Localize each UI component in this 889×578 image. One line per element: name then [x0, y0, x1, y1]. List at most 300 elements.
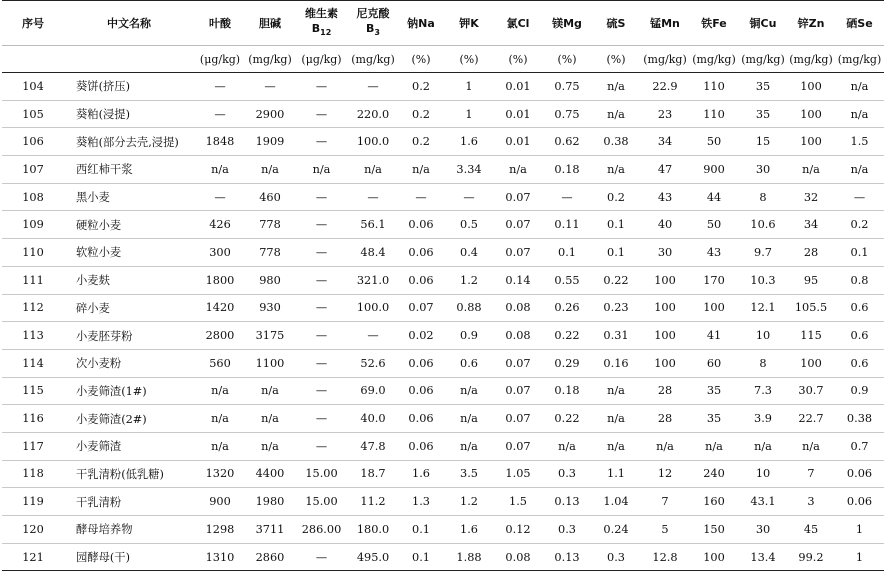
table-cell: 0.07 — [493, 432, 543, 460]
table-cell: 1980 — [246, 488, 294, 516]
table-cell: — — [294, 100, 349, 128]
table-cell: 0.06 — [397, 405, 445, 433]
table-row — [2, 128, 884, 156]
row-number: 111 — [2, 266, 64, 294]
feed-name: 酵母培养物 — [64, 516, 194, 544]
table-cell: 0.55 — [543, 266, 591, 294]
table-cell: 0.02 — [397, 322, 445, 350]
table-cell: 30 — [739, 156, 787, 184]
table-cell: 460 — [246, 183, 294, 211]
table-cell: n/a — [689, 432, 739, 460]
row-number: 106 — [2, 128, 64, 156]
table-cell: 980 — [246, 266, 294, 294]
table-cell: 3.34 — [445, 156, 493, 184]
table-cell: 0.16 — [591, 349, 641, 377]
feed-name: 小麦麸 — [64, 266, 194, 294]
table-cell: 1.2 — [445, 488, 493, 516]
column-unit: (mg/kg) — [739, 46, 787, 73]
feed-name: 干乳清粉 — [64, 488, 194, 516]
table-cell: 100 — [787, 128, 835, 156]
table-body — [2, 73, 884, 571]
table-cell: n/a — [835, 100, 884, 128]
table-cell: 1298 — [194, 516, 246, 544]
column-unit: (mg/kg) — [787, 46, 835, 73]
table-cell: n/a — [445, 405, 493, 433]
table-cell: 100 — [641, 322, 689, 350]
table-cell: n/a — [194, 377, 246, 405]
table-cell: 15.00 — [294, 488, 349, 516]
table-cell: 0.75 — [543, 100, 591, 128]
table-cell: 1 — [445, 73, 493, 101]
table-cell: — — [294, 183, 349, 211]
table-cell: 0.5 — [445, 211, 493, 239]
table-cell: 900 — [194, 488, 246, 516]
table-cell: 778 — [246, 239, 294, 267]
table-cell: 10.3 — [739, 266, 787, 294]
table-cell: n/a — [835, 156, 884, 184]
row-number: 117 — [2, 432, 64, 460]
table-cell: 44 — [689, 183, 739, 211]
table-cell: 3.5 — [445, 460, 493, 488]
table-cell: 1.5 — [835, 128, 884, 156]
column-unit: (mg/kg) — [246, 46, 294, 73]
table-cell: 0.88 — [445, 294, 493, 322]
table-cell: 8 — [739, 183, 787, 211]
table-cell: 34 — [787, 211, 835, 239]
table-cell: 7.3 — [739, 377, 787, 405]
column-unit: (μg/kg) — [194, 46, 246, 73]
table-cell: — — [294, 239, 349, 267]
column-header: 尼克酸 $B_3$ — [349, 1, 397, 46]
table-cell: 0.11 — [543, 211, 591, 239]
table-cell: n/a — [543, 432, 591, 460]
table-cell: — — [294, 211, 349, 239]
column-unit — [2, 46, 64, 73]
table-cell: 0.9 — [835, 377, 884, 405]
table-cell: 0.13 — [543, 488, 591, 516]
table-row — [2, 488, 884, 516]
feed-name: 干乳清粉(低乳糖) — [64, 460, 194, 488]
column-unit: (mg/kg) — [349, 46, 397, 73]
table-cell: 1800 — [194, 266, 246, 294]
table-cell: 7 — [787, 460, 835, 488]
table-cell: 0.14 — [493, 266, 543, 294]
table-cell: n/a — [246, 432, 294, 460]
table-cell: 8 — [739, 349, 787, 377]
table-cell: 45 — [787, 516, 835, 544]
column-unit: (%) — [543, 46, 591, 73]
table-cell: 0.1 — [835, 239, 884, 267]
column-unit: (%) — [445, 46, 493, 73]
table-cell: — — [194, 183, 246, 211]
column-unit: (μg/kg) — [294, 46, 349, 73]
table-cell: 160 — [689, 488, 739, 516]
feed-name: 葵粕(部分去壳,浸提) — [64, 128, 194, 156]
row-number: 119 — [2, 488, 64, 516]
table-row — [2, 239, 884, 267]
column-header: 硒Se — [835, 1, 884, 46]
table-cell: 0.23 — [591, 294, 641, 322]
row-number: 120 — [2, 516, 64, 544]
feed-name: 小麦胚芽粉 — [64, 322, 194, 350]
table-cell: 1100 — [246, 349, 294, 377]
table-cell: 99.2 — [787, 543, 835, 571]
table-cell: 1 — [835, 516, 884, 544]
feed-name: 西红柿干浆 — [64, 156, 194, 184]
table-cell: 0.22 — [543, 322, 591, 350]
table-cell: 15.00 — [294, 460, 349, 488]
table-cell: 22.9 — [641, 73, 689, 101]
table-cell: 321.0 — [349, 266, 397, 294]
table-row — [2, 73, 884, 101]
feed-name: 葵粕(浸提) — [64, 100, 194, 128]
column-header: 铜Cu — [739, 1, 787, 46]
table-row — [2, 377, 884, 405]
table-cell: 0.07 — [397, 294, 445, 322]
table-cell: 110 — [689, 73, 739, 101]
table-cell: 9.7 — [739, 239, 787, 267]
table-cell: 0.07 — [493, 239, 543, 267]
table-cell: — — [349, 322, 397, 350]
table-cell: n/a — [445, 377, 493, 405]
table-cell: n/a — [194, 405, 246, 433]
table-cell: 0.3 — [543, 516, 591, 544]
table-cell: 35 — [739, 100, 787, 128]
table-cell: 10 — [739, 322, 787, 350]
row-number: 113 — [2, 322, 64, 350]
feed-name: 黑小麦 — [64, 183, 194, 211]
table-cell: 0.2 — [397, 128, 445, 156]
feed-name: 小麦筛渣 — [64, 432, 194, 460]
table-cell: 35 — [739, 73, 787, 101]
table-cell: 56.1 — [349, 211, 397, 239]
column-header: 维生素 $B_{12}$ — [294, 1, 349, 46]
table-cell: 0.18 — [543, 156, 591, 184]
table-row — [2, 294, 884, 322]
column-unit: (%) — [591, 46, 641, 73]
table-cell: 1909 — [246, 128, 294, 156]
table-cell: — — [349, 73, 397, 101]
table-cell: n/a — [246, 156, 294, 184]
table-cell: 0.07 — [493, 183, 543, 211]
table-cell: 28 — [641, 377, 689, 405]
table-cell: 12.8 — [641, 543, 689, 571]
table-cell: — — [349, 183, 397, 211]
table-cell: 105.5 — [787, 294, 835, 322]
table-cell: 47 — [641, 156, 689, 184]
table-cell: 50 — [689, 211, 739, 239]
column-header: 钾K — [445, 1, 493, 46]
table-cell: 11.2 — [349, 488, 397, 516]
table-cell: 0.06 — [397, 211, 445, 239]
table-cell: 60 — [689, 349, 739, 377]
table-cell: 48.4 — [349, 239, 397, 267]
table-cell: 0.06 — [397, 349, 445, 377]
table-cell: 100 — [689, 294, 739, 322]
unit-row — [2, 46, 884, 73]
table-cell: 0.07 — [493, 211, 543, 239]
feed-name: 硬粒小麦 — [64, 211, 194, 239]
table-cell: 110 — [689, 100, 739, 128]
row-number: 108 — [2, 183, 64, 211]
feed-name: 次小麦粉 — [64, 349, 194, 377]
table-row — [2, 266, 884, 294]
table-cell: 0.06 — [397, 266, 445, 294]
column-header: 序号 — [2, 1, 64, 46]
table-cell: 0.7 — [835, 432, 884, 460]
table-cell: 0.08 — [493, 294, 543, 322]
row-number: 107 — [2, 156, 64, 184]
table-cell: 0.2 — [397, 100, 445, 128]
column-header: 铁Fe — [689, 1, 739, 46]
row-number: 112 — [2, 294, 64, 322]
table-cell: — — [294, 73, 349, 101]
table-cell: — — [294, 128, 349, 156]
table-cell: 300 — [194, 239, 246, 267]
table-cell: 0.06 — [397, 432, 445, 460]
table-cell: — — [445, 183, 493, 211]
column-unit: (mg/kg) — [835, 46, 884, 73]
table-cell: 0.1 — [397, 516, 445, 544]
table-cell: 1848 — [194, 128, 246, 156]
table-cell: 43.1 — [739, 488, 787, 516]
table-cell: 0.22 — [591, 266, 641, 294]
table-cell: 100 — [641, 266, 689, 294]
table-cell: 0.29 — [543, 349, 591, 377]
table-cell: 1.5 — [493, 488, 543, 516]
table-cell: 30 — [641, 239, 689, 267]
table-cell: 0.3 — [591, 543, 641, 571]
table-cell: n/a — [591, 405, 641, 433]
feed-name: 葵饼(挤压) — [64, 73, 194, 101]
table-cell: — — [294, 349, 349, 377]
table-cell: 3711 — [246, 516, 294, 544]
table-row — [2, 543, 884, 571]
table-cell: 52.6 — [349, 349, 397, 377]
table-cell: 1.88 — [445, 543, 493, 571]
table-cell: n/a — [591, 156, 641, 184]
column-unit: (mg/kg) — [689, 46, 739, 73]
table-cell: 0.2 — [591, 183, 641, 211]
table-row — [2, 405, 884, 433]
table-cell: n/a — [591, 377, 641, 405]
table-cell: 7 — [641, 488, 689, 516]
table-cell: 5 — [641, 516, 689, 544]
table-cell: 0.31 — [591, 322, 641, 350]
table-cell: 100.0 — [349, 128, 397, 156]
table-cell: 240 — [689, 460, 739, 488]
table-cell: 1.1 — [591, 460, 641, 488]
table-cell: 0.6 — [835, 322, 884, 350]
table-cell: 69.0 — [349, 377, 397, 405]
row-number: 105 — [2, 100, 64, 128]
table-cell: 32 — [787, 183, 835, 211]
table-row — [2, 156, 884, 184]
table-cell: 100 — [787, 73, 835, 101]
table-cell: 0.2 — [397, 73, 445, 101]
table-row — [2, 460, 884, 488]
feed-name: 碎小麦 — [64, 294, 194, 322]
table-cell: n/a — [294, 156, 349, 184]
column-header: 钠Na — [397, 1, 445, 46]
table-cell: 0.22 — [543, 405, 591, 433]
table-cell: 0.6 — [445, 349, 493, 377]
table-cell: 0.07 — [493, 349, 543, 377]
table-cell: 900 — [689, 156, 739, 184]
column-header: 叶酸 — [194, 1, 246, 46]
table-cell: n/a — [493, 156, 543, 184]
table-cell: 1320 — [194, 460, 246, 488]
table-cell: 28 — [787, 239, 835, 267]
table-cell: — — [294, 322, 349, 350]
table-cell: 100 — [641, 349, 689, 377]
table-cell: 28 — [641, 405, 689, 433]
table-cell: — — [835, 183, 884, 211]
column-header: 中文名称 — [64, 1, 194, 46]
table-cell: 13.4 — [739, 543, 787, 571]
table-cell: 0.07 — [493, 405, 543, 433]
row-number: 115 — [2, 377, 64, 405]
table-cell: 0.38 — [591, 128, 641, 156]
table-cell: 1.2 — [445, 266, 493, 294]
table-cell: 170 — [689, 266, 739, 294]
table-cell: 220.0 — [349, 100, 397, 128]
table-cell: 95 — [787, 266, 835, 294]
nutrient-table — [2, 0, 884, 571]
table-cell: 47.8 — [349, 432, 397, 460]
table-cell: n/a — [591, 100, 641, 128]
table-cell: 426 — [194, 211, 246, 239]
column-unit: (%) — [397, 46, 445, 73]
table-cell: 1310 — [194, 543, 246, 571]
row-number: 110 — [2, 239, 64, 267]
column-unit: (%) — [493, 46, 543, 73]
column-header: 镁Mg — [543, 1, 591, 46]
table-cell: 930 — [246, 294, 294, 322]
feed-name: 小麦筛渣(1#) — [64, 377, 194, 405]
table-row — [2, 432, 884, 460]
row-number: 121 — [2, 543, 64, 571]
table-cell: 0.06 — [397, 239, 445, 267]
table-cell: 2900 — [246, 100, 294, 128]
table-cell: 115 — [787, 322, 835, 350]
table-cell: 43 — [689, 239, 739, 267]
table-row — [2, 516, 884, 544]
table-cell: n/a — [591, 73, 641, 101]
table-cell: 0.06 — [835, 460, 884, 488]
table-cell: n/a — [787, 432, 835, 460]
table-cell: n/a — [591, 432, 641, 460]
table-cell: — — [294, 377, 349, 405]
table-cell: 12.1 — [739, 294, 787, 322]
feed-name: 园酵母(干) — [64, 543, 194, 571]
table-cell: 41 — [689, 322, 739, 350]
table-cell: 50 — [689, 128, 739, 156]
table-cell: — — [294, 405, 349, 433]
table-cell: 0.01 — [493, 100, 543, 128]
table-cell: 0.1 — [543, 239, 591, 267]
table-cell: 35 — [689, 377, 739, 405]
table-cell: 35 — [689, 405, 739, 433]
table-cell: 30.7 — [787, 377, 835, 405]
table-cell: — — [246, 73, 294, 101]
table-cell: — — [294, 543, 349, 571]
table-cell: 30 — [739, 516, 787, 544]
table-cell: 0.08 — [493, 543, 543, 571]
table-row — [2, 211, 884, 239]
table-cell: 3175 — [246, 322, 294, 350]
column-header: 锰Mn — [641, 1, 689, 46]
nutrient-table-container — [2, 0, 884, 571]
table-cell: 2800 — [194, 322, 246, 350]
table-cell: n/a — [246, 377, 294, 405]
table-cell: 100 — [641, 294, 689, 322]
feed-name: 小麦筛渣(2#) — [64, 405, 194, 433]
table-row — [2, 349, 884, 377]
table-cell: 0.38 — [835, 405, 884, 433]
table-cell: 10.6 — [739, 211, 787, 239]
table-cell: 0.06 — [397, 377, 445, 405]
table-cell: n/a — [787, 156, 835, 184]
row-number: 118 — [2, 460, 64, 488]
feed-name: 软粒小麦 — [64, 239, 194, 267]
table-cell: — — [194, 73, 246, 101]
table-row — [2, 183, 884, 211]
table-cell: 1.6 — [445, 128, 493, 156]
table-cell: 0.24 — [591, 516, 641, 544]
table-cell: 1.05 — [493, 460, 543, 488]
table-cell: 40 — [641, 211, 689, 239]
table-cell: 0.2 — [835, 211, 884, 239]
table-cell: 3.9 — [739, 405, 787, 433]
table-cell: 12 — [641, 460, 689, 488]
table-cell: n/a — [445, 432, 493, 460]
column-header: 氯Cl — [493, 1, 543, 46]
table-cell: — — [194, 100, 246, 128]
table-cell: n/a — [641, 432, 689, 460]
table-cell: 0.08 — [493, 322, 543, 350]
table-cell: 40.0 — [349, 405, 397, 433]
table-row — [2, 100, 884, 128]
table-cell: n/a — [194, 156, 246, 184]
table-cell: 0.1 — [397, 543, 445, 571]
table-cell: 0.01 — [493, 73, 543, 101]
table-cell: 0.26 — [543, 294, 591, 322]
column-header: 锌Zn — [787, 1, 835, 46]
row-number: 104 — [2, 73, 64, 101]
table-cell: 1420 — [194, 294, 246, 322]
table-row — [2, 322, 884, 350]
table-cell: 10 — [739, 460, 787, 488]
table-cell: n/a — [835, 73, 884, 101]
table-cell: 0.62 — [543, 128, 591, 156]
table-cell: 0.06 — [835, 488, 884, 516]
table-cell: 0.18 — [543, 377, 591, 405]
table-cell: 2860 — [246, 543, 294, 571]
table-cell: 0.07 — [493, 377, 543, 405]
table-cell: 18.7 — [349, 460, 397, 488]
column-header: 胆碱 — [246, 1, 294, 46]
header-row — [2, 1, 884, 46]
row-number: 116 — [2, 405, 64, 433]
table-cell: 1 — [445, 100, 493, 128]
table-cell: 0.8 — [835, 266, 884, 294]
table-cell: 150 — [689, 516, 739, 544]
table-cell: n/a — [349, 156, 397, 184]
table-cell: 0.75 — [543, 73, 591, 101]
table-cell: 4400 — [246, 460, 294, 488]
row-number: 109 — [2, 211, 64, 239]
